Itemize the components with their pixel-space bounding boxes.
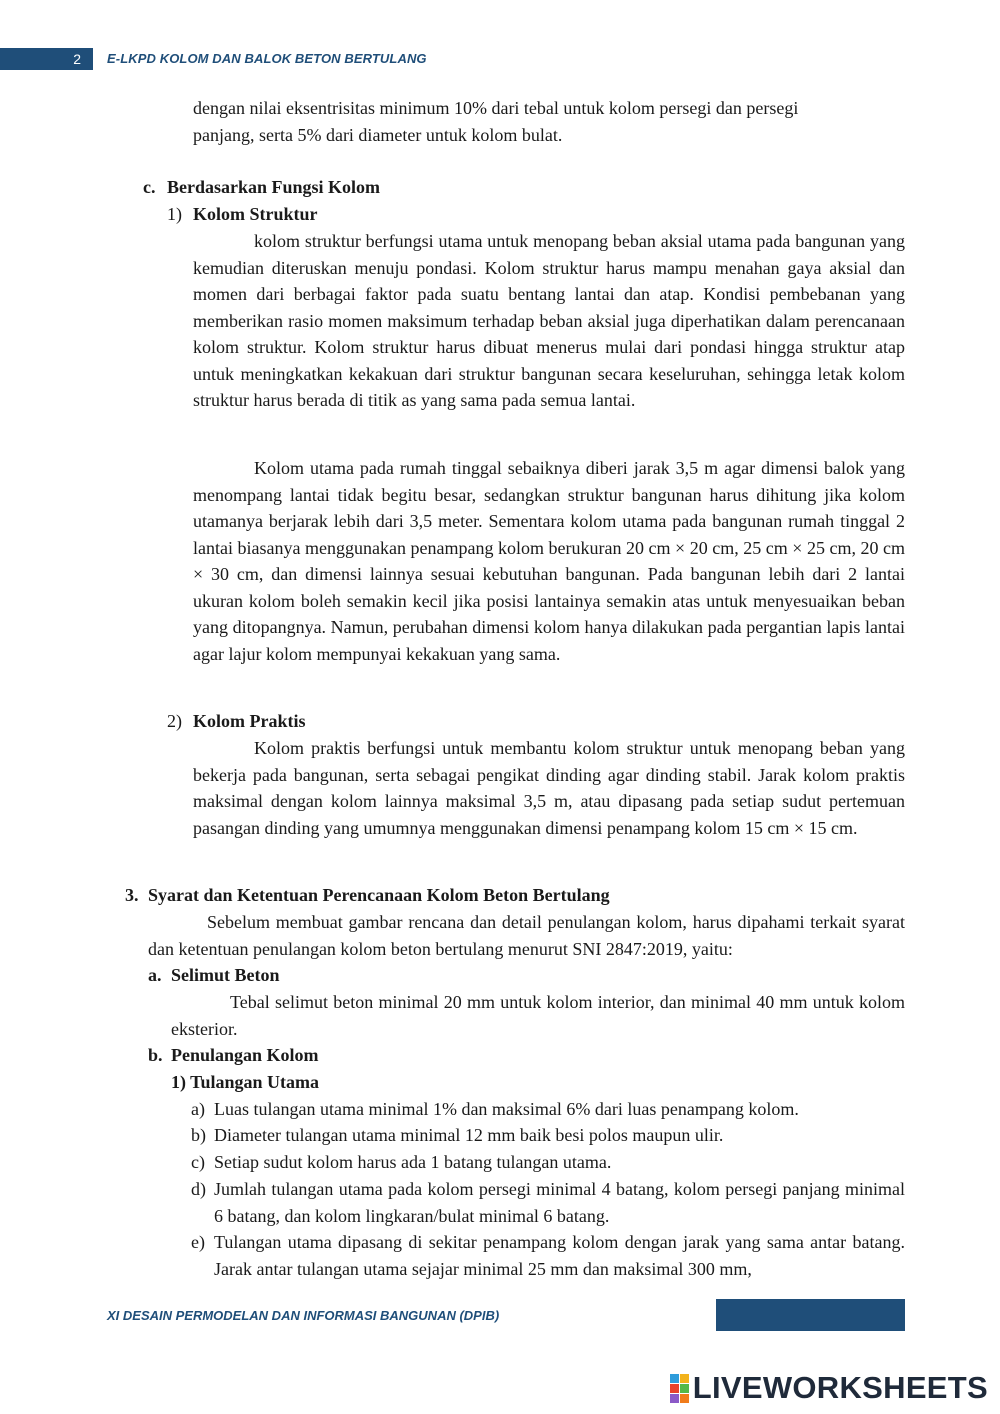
list-item-marker: b): [191, 1125, 206, 1145]
list-item: [191, 1229, 905, 1282]
footer-bar: [716, 1299, 905, 1331]
list-item-marker: e): [191, 1232, 205, 1252]
list-item-text: Luas tulangan utama minimal 1% dan maksimal 6% dari luas penampang kolom.: [214, 1099, 799, 1119]
section-3-heading: [125, 882, 610, 909]
kolom-struktur-title: Kolom Struktur: [193, 204, 318, 224]
list-item-marker: d): [191, 1179, 206, 1199]
section-c-heading: [143, 174, 380, 201]
section-3-title: Syarat dan Ketentuan Perencanaan Kolom Beton Bertulang: [148, 885, 610, 905]
list-item-text: Setiap sudut kolom harus ada 1 batang tulangan utama.: [214, 1152, 612, 1172]
list-item: [191, 1149, 905, 1176]
liveworksheets-wordmark: LIVEWORKSHEETS: [692, 1370, 988, 1405]
kolom-struktur-heading: [167, 201, 318, 228]
kolom-struktur-marker: 1): [167, 204, 182, 224]
kolom-praktis-paragraph: Kolom praktis berfungsi untuk membantu kolom struktur untuk menopang beban yang bekerja pada bangunan, serta sebagai pengikat dinding agar dinding stabil. Jarak kolom praktis maksimal dengan kolom lainnya maksimal 3,5 m, atau dipasang pada setiap sudut pertemuan pasangan dinding yang umumnya menggunakan dimensi penampang kolom 15 cm × 15 cm.: [193, 738, 905, 838]
intro-line-2: panjang, serta 5% dari diameter untuk kolom bulat.: [193, 124, 563, 145]
tulangan-utama-heading: 1) Tulangan Utama: [171, 1072, 320, 1092]
list-item-marker: c): [191, 1152, 205, 1172]
footer-title: XI DESAIN PERMODELAN DAN INFORMASI BANGUNAN (DPIB): [107, 1308, 500, 1323]
list-item: [191, 1096, 905, 1123]
document-header-title: E-LKPD KOLOM DAN BALOK BETON BERTULANG: [107, 51, 427, 66]
section-c-title: Berdasarkan Fungsi Kolom: [167, 177, 381, 197]
selimut-beton-heading: [148, 962, 280, 989]
intro-paragraph: [193, 95, 905, 148]
section-c-marker: c.: [143, 177, 156, 197]
kolom-praktis-heading: [167, 708, 306, 735]
list-item-marker: a): [191, 1099, 205, 1119]
selimut-beton-title: Selimut Beton: [171, 965, 280, 985]
kolom-struktur-paragraph-2: Kolom utama pada rumah tinggal sebaiknya diberi jarak 3,5 m agar dimensi balok yang menompang lantai tidak begitu besar, sedangkan struktur bangunan harus dihitung jika kolom utamanya berjarak lebih dari 3,5 meter. Sementara kolom utama pada bangunan rumah tinggal 2 lantai biasanya menggunakan penampang kolom berukuran 20 cm × 20 cm, 25 cm × 25 cm, 20 cm × 30 cm, dan dimensi lainnya sesuai kebutuhan bangunan. Pada bangunan lebih dari 2 lantai ukuran kolom boleh semakin kecil jika posisi lantainya semakin atas untuk menyesuaikan beban yang ditopangnya. Namun, perubahan dimensi kolom hanya dilakukan pada pergantian lapis lantai agar lajur kolom mempunyai kekakuan yang sama.: [193, 458, 905, 664]
liveworksheets-logo: [670, 1370, 988, 1406]
section-3-paragraph: Sebelum membuat gambar rencana dan detail penulangan kolom, harus dipahami terkait syarat dan ketentuan penulangan kolom beton bertulang menurut SNI 2847:2019, yaitu:: [148, 912, 905, 959]
kolom-praktis-title: Kolom Praktis: [193, 711, 306, 731]
kolom-praktis-marker: 2): [167, 711, 182, 731]
penulangan-kolom-title: Penulangan Kolom: [171, 1045, 319, 1065]
kolom-struktur-paragraph-1: kolom struktur berfungsi utama untuk menopang beban aksial utama pada bangunan yang kemudian diteruskan menuju pondasi. Kolom struktur harus mampu menahan gaya aksial dan momen dari berbagai faktor pada suatu bentang lantai dan atap. Kondisi pembebanan yang memberikan rasio momen maksimum terhadap beban aksial juga diperhatikan dalam perencanaan kolom struktur. Kolom struktur harus dibuat menerus mulai dari pondasi hingga struktur atap untuk meningkatkan kekakuan dari struktur bangunan secara keseluruhan, sehingga letak kolom struktur harus berada di titik as yang sama pada semua lantai.: [193, 231, 905, 410]
intro-line-1: dengan nilai eksentrisitas minimum 10% dari tebal untuk kolom persegi dan persegi: [193, 98, 799, 118]
liveworksheets-grid-icon: [670, 1374, 689, 1403]
list-item-text: Tulangan utama dipasang di sekitar penampang kolom dengan jarak yang sama antar batang. Jarak antar tulangan utama sejajar minimal 25 mm dan maksimal 300 mm,: [214, 1232, 905, 1279]
selimut-beton-paragraph: Tebal selimut beton minimal 20 mm untuk kolom interior, dan minimal 40 mm untuk kolom eksterior.: [171, 992, 905, 1039]
list-item-text: Diameter tulangan utama minimal 12 mm baik besi polos maupun ulir.: [214, 1125, 724, 1145]
penulangan-kolom-heading: [148, 1042, 319, 1069]
selimut-beton-marker: a.: [148, 965, 162, 985]
page-number: 2: [73, 51, 81, 67]
list-item: [191, 1122, 905, 1149]
list-item: [191, 1176, 905, 1229]
list-item-text: Jumlah tulangan utama pada kolom persegi minimal 4 batang, kolom persegi panjang minimal 6 batang, dan kolom lingkaran/bulat minimal 6 batang.: [214, 1179, 905, 1226]
page-number-badge: [0, 48, 93, 70]
section-3-marker: 3.: [125, 885, 139, 905]
penulangan-kolom-marker: b.: [148, 1045, 163, 1065]
